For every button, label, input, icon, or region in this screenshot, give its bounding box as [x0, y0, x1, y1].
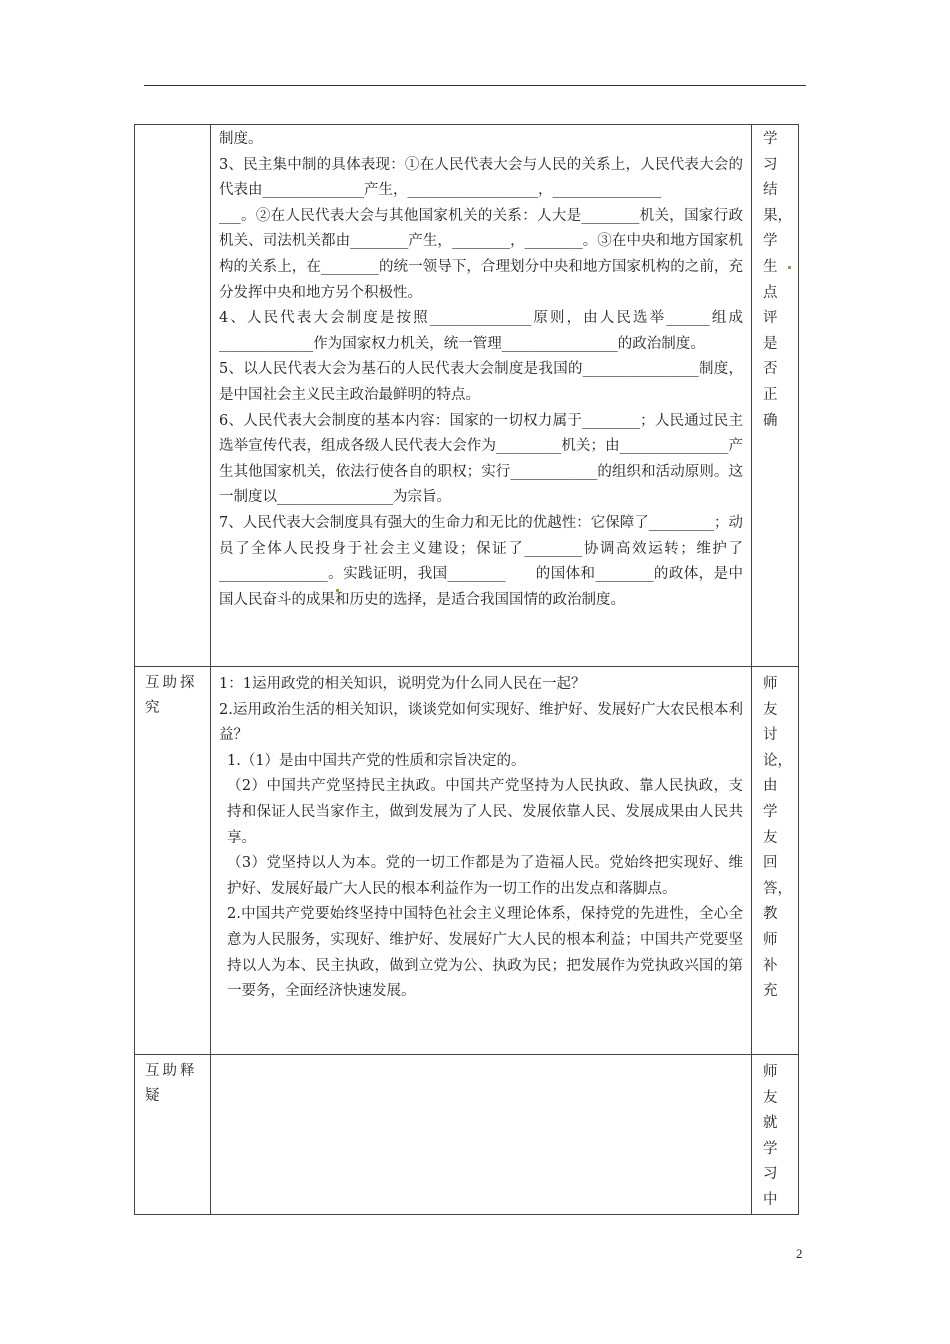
side-note-text: 学习结果，学生点评是否正确 — [763, 131, 792, 429]
paragraph: ___。②在人民代表大会与其他国家机关的关系：人大是________机关，国家行政机关、司法机关都由________产生，________，________。③在中央和地方国家机构的关系上，在________的统一领导下，合理划分中央和地方国家机构的之前，充分发挥中央和地方另个积极性。 — [219, 207, 743, 301]
side-note-text: 师友讨论，由学友回答，教师补充 — [763, 676, 792, 1000]
side-note — [752, 1055, 799, 1215]
question: 1：1运用政党的相关知识，说明党为什么同人民在一起？ — [219, 676, 586, 692]
paragraph: 6、人民代表大会制度的基本内容：国家的一切权力属于________；人民通过民主选举宣传代表，组成各级人民代表大会作为_________机关；由_______________产生其他国家机关，依法行使各自的职权；实行____________的组织和活动原则。这一制度以________________为宗旨。 — [219, 412, 743, 506]
content-cell — [211, 667, 752, 1055]
page-number: 2 — [796, 1246, 803, 1261]
paragraph: 4、人民代表大会制度是按照______________原则，由人民选举______组成_____________作为国家权力机关，统一管理________________的政治制度。 — [219, 310, 743, 352]
side-note — [752, 667, 799, 1055]
answer: （2）中国共产党坚持民主执政。中国共产党坚持为人民执政、靠人民执政，支持和保证人民当家作主，做到发展为了人民、发展依靠人民、发展成果由人民共享。 — [227, 778, 743, 846]
lesson-table — [134, 124, 799, 1215]
table-row — [135, 1055, 799, 1215]
row-label — [135, 125, 211, 667]
paragraph: 5、以人民代表大会为基石的人民代表大会制度是我国的________________制度，是中国社会主义民主政治最鲜明的特点。 — [219, 361, 743, 403]
row-label: 互助释疑 — [135, 1055, 211, 1215]
answer: 2.中国共产党要始终坚持中国特色社会主义理论体系，保持党的先进性，全心全意为人民服务，实现好、维护好、发展好广大人民的根本利益；中国共产党要坚持以人为本、民主执政，做到立党为公、执政为民；把发展作为党执政兴国的第一要务，全面经济快速发展。 — [227, 906, 743, 1000]
paragraph: 7、人民代表大会制度具有强大的生命力和无比的优越性：它保障了_________；动员了全体人民投身于社会主义建设；保证了________协调高效运转；维护了_______________。实践证明，我国________ 的国体和________的政体，是中国人民奋斗的成果和历史的选择，是适合我国国情的政治制度。 — [219, 514, 743, 608]
answer: （3）党坚持以人为本。党的一切工作都是为了造福人民。党始终把实现好、维护好、发展好最广大人民的根本利益作为一切工作的出发点和落脚点。 — [227, 855, 743, 897]
marker-dot — [336, 589, 339, 592]
table-row — [135, 125, 799, 667]
content-cell — [211, 1055, 752, 1215]
row-label: 互助探究 — [135, 667, 211, 1055]
answer: 1.（1）是由中国共产党的性质和宗旨决定的。 — [227, 752, 526, 769]
table-row — [135, 667, 799, 1055]
header-rule — [144, 85, 806, 86]
side-note-text: 师友就学习中 — [763, 1064, 778, 1208]
side-note — [752, 125, 799, 667]
content-cell — [211, 125, 752, 667]
marker-dot — [788, 266, 791, 269]
paragraph: 3、民主集中制的具体表现：①在人民代表大会与人民的关系上，人民代表大会的代表由______________产生，__________________，_______________ — [219, 156, 743, 199]
paragraph: 制度。 — [219, 131, 263, 147]
question: 2.运用政治生活的相关知识，谈谈党如何实现好、维护好、发展好广大农民根本利益？ — [219, 701, 743, 744]
